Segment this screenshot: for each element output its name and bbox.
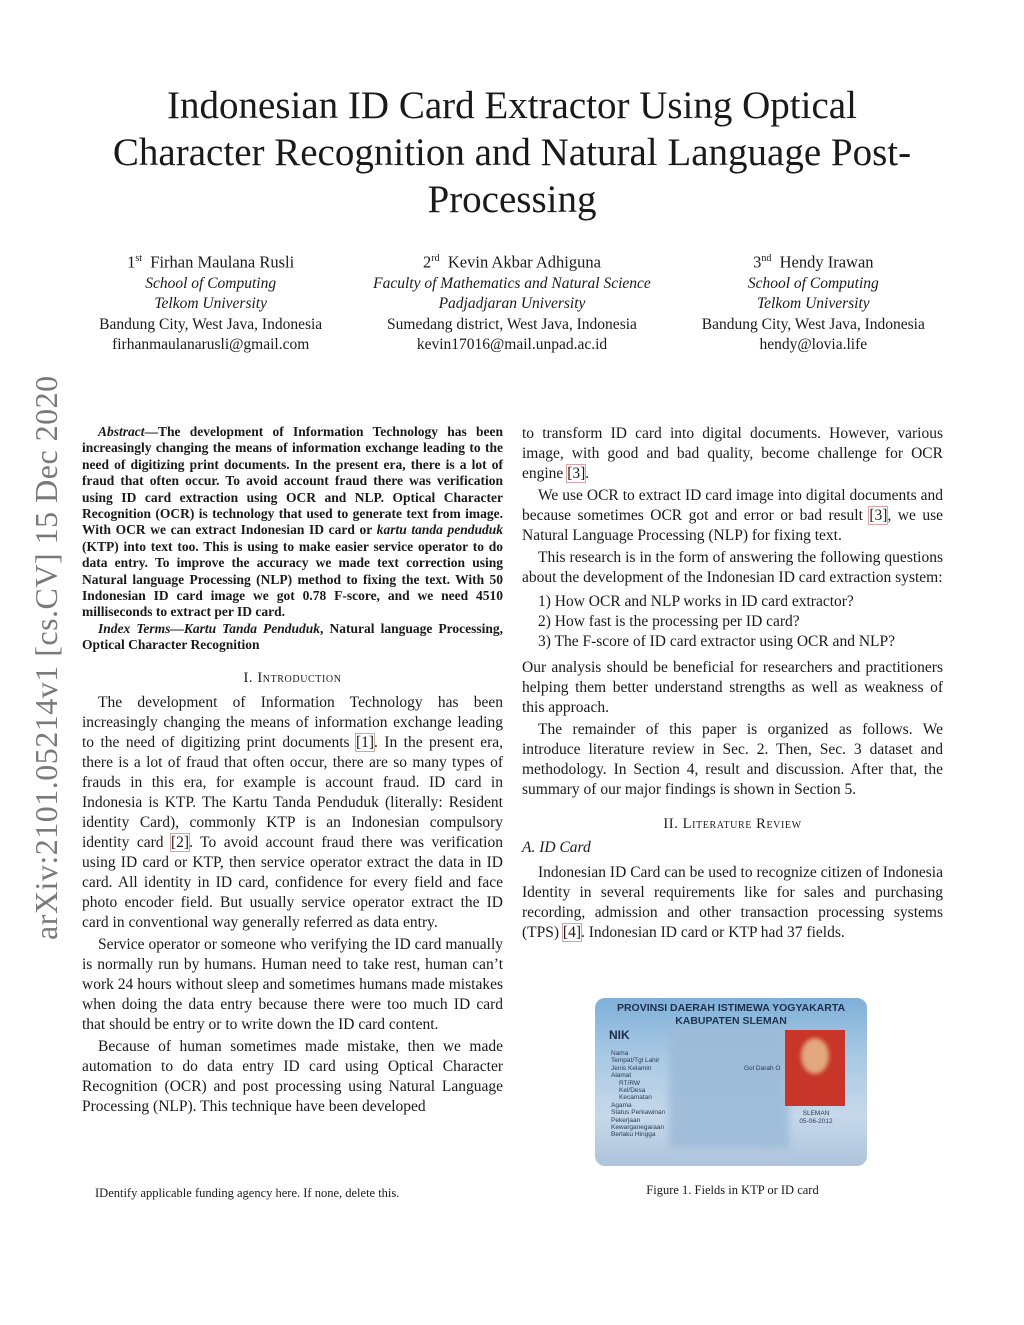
ktp-field-label: Kewarganegaraan — [611, 1124, 665, 1132]
intro-p1-a: The development of Information Technology has been increasingly changing the means of information exchange leading to the need of digitizing print documents — [82, 693, 503, 751]
author-ordinal: 2 — [423, 252, 432, 272]
index-terms-rest: , Natural language Processing, Optical Character Recognition — [82, 620, 504, 653]
citation-link[interactable]: [2] — [170, 833, 190, 851]
right-paragraph-5: The remainder of this paper is organized as follows. We introduce literature review in Sec. 2. Then, Sec. 3 dataset and methodology. In Section 4, result and discussion. After that, the summary of our major findings is shown in Section 5. — [522, 721, 943, 798]
ktp-blurred-values — [669, 1028, 789, 1148]
right-p2-a: We use OCR to extract ID card image into digital documents and because sometimes OCR got and error or bad result — [522, 487, 943, 524]
abstract-text-a: —The development of Information Technology has been increasingly changing the means of information exchange leading to the need of digitizing print documents. In the present era, there is a lot of fraud that often occur. To avoid account fraud there was verification using ID card extraction using OCR and NLP. Optical Character Recognition (OCR) is technology that used to generate text from image. With OCR we can extract Indonesian ID card or — [82, 424, 503, 538]
ktp-issue-date: 05-06-2012 — [799, 1118, 833, 1125]
right-paragraph-6 — [522, 863, 943, 943]
list-item: 1) How OCR and NLP works in ID card extractor? — [538, 593, 854, 610]
ktp-header-province: PROVINSI DAERAH ISTIMEWA YOGYAKARTA — [616, 1002, 846, 1014]
author-organization: Padjadjaran University — [438, 295, 586, 312]
right-p6-a: Indonesian ID Card can be used to recognize citizen of Indonesia Identity in several requirements like for sales and purchasing recording, admission and other transaction processing systems (TPS) — [522, 864, 943, 941]
author-department: School of Computing — [747, 274, 879, 292]
author-organization: Telkom University — [756, 295, 870, 312]
author-1 — [60, 248, 361, 356]
intro-p1-b: . In the present era, there is a lot of fraud that often occur, there are so many types of frauds in this era, for example is account fraud. ID card in Indonesia is KTP. The Kartu Tanda Penduduk (literally: Resident identity Card), commonly KTP is an Indonesian compulsory identity card — [82, 733, 503, 851]
citation-link[interactable]: [3] — [869, 507, 888, 524]
ktp-field-label: Pekerjaan — [611, 1116, 641, 1124]
abstract-text-b: (KTP) into text too. This is using to make easier service operator to do data entry. To improve the accuracy we made text correction using Natural language Processing (NLP) method to fixing the text. With 50 Indonesian ID card image we got 0.78 F-score, and we need 4510 milliseconds to extract per ID card. — [82, 538, 503, 620]
author-email[interactable]: firhanmaulanarusli@gmail.com — [112, 336, 310, 353]
subsection-heading-id-card: A. ID Card — [522, 839, 591, 856]
author-name: Kevin Akbar Adhiguna — [447, 252, 601, 272]
ktp-nik-label: NIK — [609, 1028, 630, 1042]
intro-p1-c: . To avoid account fraud there was verification using ID card or KTP, then service operator extract the data in ID card. All identity in ID card, confidence for every field and face photo encoder field. But usually service operator extract the ID card in conventional way generally referred as data entry. — [82, 833, 503, 931]
index-terms — [82, 621, 503, 654]
abstract-ktp-term: kartu tanda penduduk — [376, 522, 503, 538]
author-organization: Telkom University — [154, 295, 267, 312]
author-name: Hendy Irawan — [779, 252, 874, 272]
abstract — [82, 424, 503, 621]
intro-paragraph-1 — [82, 693, 503, 933]
right-p6-b: . Indonesian ID card or KTP had 37 fields. — [581, 924, 845, 941]
right-column — [522, 424, 943, 943]
author-location: Sumedang district, West Java, Indonesia — [387, 315, 637, 333]
author-location: Bandung City, West Java, Indonesia — [99, 315, 323, 333]
index-terms-lead: Index Terms — [98, 620, 171, 636]
right-p1-b: . — [585, 465, 590, 482]
ktp-field-label: Tempat/Tgl Lahir — [611, 1057, 660, 1065]
ktp-issue-place: SLEMAN — [802, 1110, 830, 1117]
ktp-field-label: Kecamatan — [619, 1094, 652, 1102]
right-paragraph-2 — [522, 486, 943, 546]
ktp-photo-face — [801, 1038, 829, 1074]
intro-paragraph-3: Because of human sometimes made mistake, then we made automation to do data entry ID card using Optical Character Recognition (OCR) and post processing using Natural Language Processing (NLP). This technique have been developed — [82, 1037, 503, 1115]
citation-link[interactable]: [1] — [355, 733, 375, 751]
ktp-field-label: Agama — [611, 1101, 632, 1109]
ktp-field-label: Nama — [611, 1050, 629, 1057]
ktp-blood-type: Gol Darah O — [744, 1065, 781, 1072]
section-heading-introduction: I. Introduction — [243, 669, 342, 686]
right-paragraph-1 — [522, 424, 943, 484]
paper-title: Indonesian ID Card Extractor Using Optical Character Recognition and Natural Language Post-Processing — [112, 84, 912, 221]
list-item: 3) The F-score of ID card extractor using OCR and NLP? — [538, 633, 895, 650]
research-questions — [522, 592, 943, 652]
author-3 — [663, 248, 964, 356]
left-column — [82, 424, 503, 1117]
author-email[interactable]: hendy@lovia.life — [759, 336, 868, 353]
right-paragraph-3: This research is in the form of answering the following questions about the development of the Indonesian ID card extraction system: — [522, 549, 943, 586]
right-paragraph-4: Our analysis should be beneficial for researchers and practitioners helping them better understand strengths as well as weakness of this approach. — [522, 659, 943, 716]
author-department: School of Computing — [145, 274, 277, 292]
author-block — [60, 248, 964, 356]
ktp-field-label: Alamat — [611, 1072, 632, 1080]
section-heading-literature-review: II. Literature Review — [663, 816, 802, 832]
author-department: Faculty of Mathematics and Natural Science — [373, 274, 651, 292]
author-ordinal-suffix: st — [135, 253, 143, 264]
ktp-field-label: Kel/Desa — [619, 1087, 646, 1095]
author-email[interactable]: kevin17016@mail.unpad.ac.id — [416, 336, 608, 353]
funding-footnote: IDentify applicable funding agency here. If none, delete this. — [95, 1186, 400, 1200]
abstract-lead: Abstract — [98, 424, 145, 439]
intro-paragraph-2: Service operator or someone who verifying the ID card manually is normally run by humans. Human need to take rest, human can’t work 24 hours without sleep and sometimes humans made mistakes when doing the data entry because there were too much ID card that should be entry or to write down the ID card content. — [82, 935, 503, 1033]
ktp-field-label: RT/RW — [619, 1079, 641, 1087]
author-location: Bandung City, West Java, Indonesia — [701, 315, 925, 333]
citation-link[interactable]: [4] — [562, 924, 581, 941]
ktp-field-label: Status Perkawinan — [611, 1109, 666, 1117]
ktp-figure-image — [595, 998, 867, 1166]
author-name: Firhan Maulana Rusli — [150, 252, 295, 272]
ktp-field-label: Jenis Kelamin — [611, 1064, 652, 1072]
author-ordinal: 3 — [753, 252, 762, 272]
right-p1-a: to transform ID card into digital documents. However, various image, with good and bad quality, become challenge for OCR engine — [522, 425, 943, 482]
figure-caption: Figure 1. Fields in KTP or ID card — [646, 1183, 819, 1197]
ktp-field-label: Berlaku Hingga — [611, 1131, 656, 1139]
right-p2-b: , we use Natural Language Processing (NLP) for fixing text. — [522, 507, 943, 544]
ktp-header-regency: KABUPATEN SLEMAN — [675, 1015, 787, 1027]
arxiv-stamp: arXiv:2101.05214v1 [cs.CV] 15 Dec 2020 — [28, 375, 64, 940]
author-ordinal-suffix: rd — [431, 253, 440, 264]
ktp-issue-info — [793, 1110, 839, 1126]
ktp-field-labels — [611, 1050, 665, 1139]
index-terms-italic: —Kartu Tanda Penduduk — [170, 620, 321, 636]
author-ordinal: 1 — [127, 252, 136, 272]
citation-link[interactable]: [3] — [567, 465, 586, 482]
list-item: 2) How fast is the processing per ID card? — [538, 613, 800, 630]
author-2 — [361, 248, 662, 356]
author-ordinal-suffix: nd — [761, 253, 772, 264]
